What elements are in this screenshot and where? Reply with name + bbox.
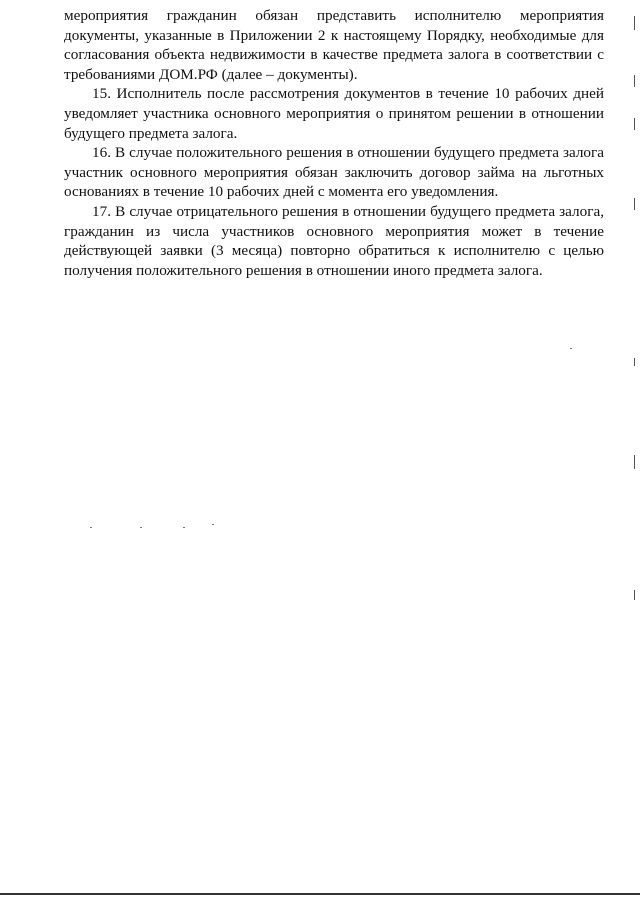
scan-speck: [183, 527, 185, 528]
paragraph-continuation: мероприятия гражданин обязан представить исполнителю мероприятия документы, указанные в Приложении 2 к настоящему Порядку, необходимые для согласования объекта недвижимости в качестве предмета залога в соответствии с требованиями ДОМ.РФ (далее – документы).: [64, 7, 604, 83]
scan-edge-mark: [634, 455, 635, 469]
scan-edge-mark: [634, 590, 635, 600]
document-body: [64, 6, 604, 280]
scan-edge-mark: [634, 118, 635, 130]
paragraph-item-16: 16. В случае положительного решения в отношении будущего предмета залога участник основного мероприятия обязан заключить договор займа на льготных основаниях в течение 10 рабочих дней с момента его уведомления.: [64, 144, 604, 201]
scan-edge-mark: [634, 75, 635, 87]
scan-speck: [570, 348, 572, 349]
scan-edge-mark: [634, 16, 635, 30]
scan-speck: [212, 524, 214, 525]
scan-speck: [140, 527, 142, 528]
paragraph-item-17: 17. В случае отрицательного решения в отношении будущего предмета залога, гражданин из числа участников основного мероприятия может в течение действующей заявки (3 месяца) повторно обратиться к исполнителю с целью получения положительного решения в отношении иного предмета залога.: [64, 202, 604, 279]
scan-bottom-edge: [0, 893, 640, 895]
scan-edge-mark: [634, 198, 635, 210]
scan-edge-mark: [634, 358, 635, 366]
scan-speck: [90, 527, 92, 528]
paragraph-item-15: 15. Исполнитель после рассмотрения документов в течение 10 рабочих дней уведомляет участника основного мероприятия о принятом решении в отношении будущего предмета залога.: [64, 85, 604, 142]
